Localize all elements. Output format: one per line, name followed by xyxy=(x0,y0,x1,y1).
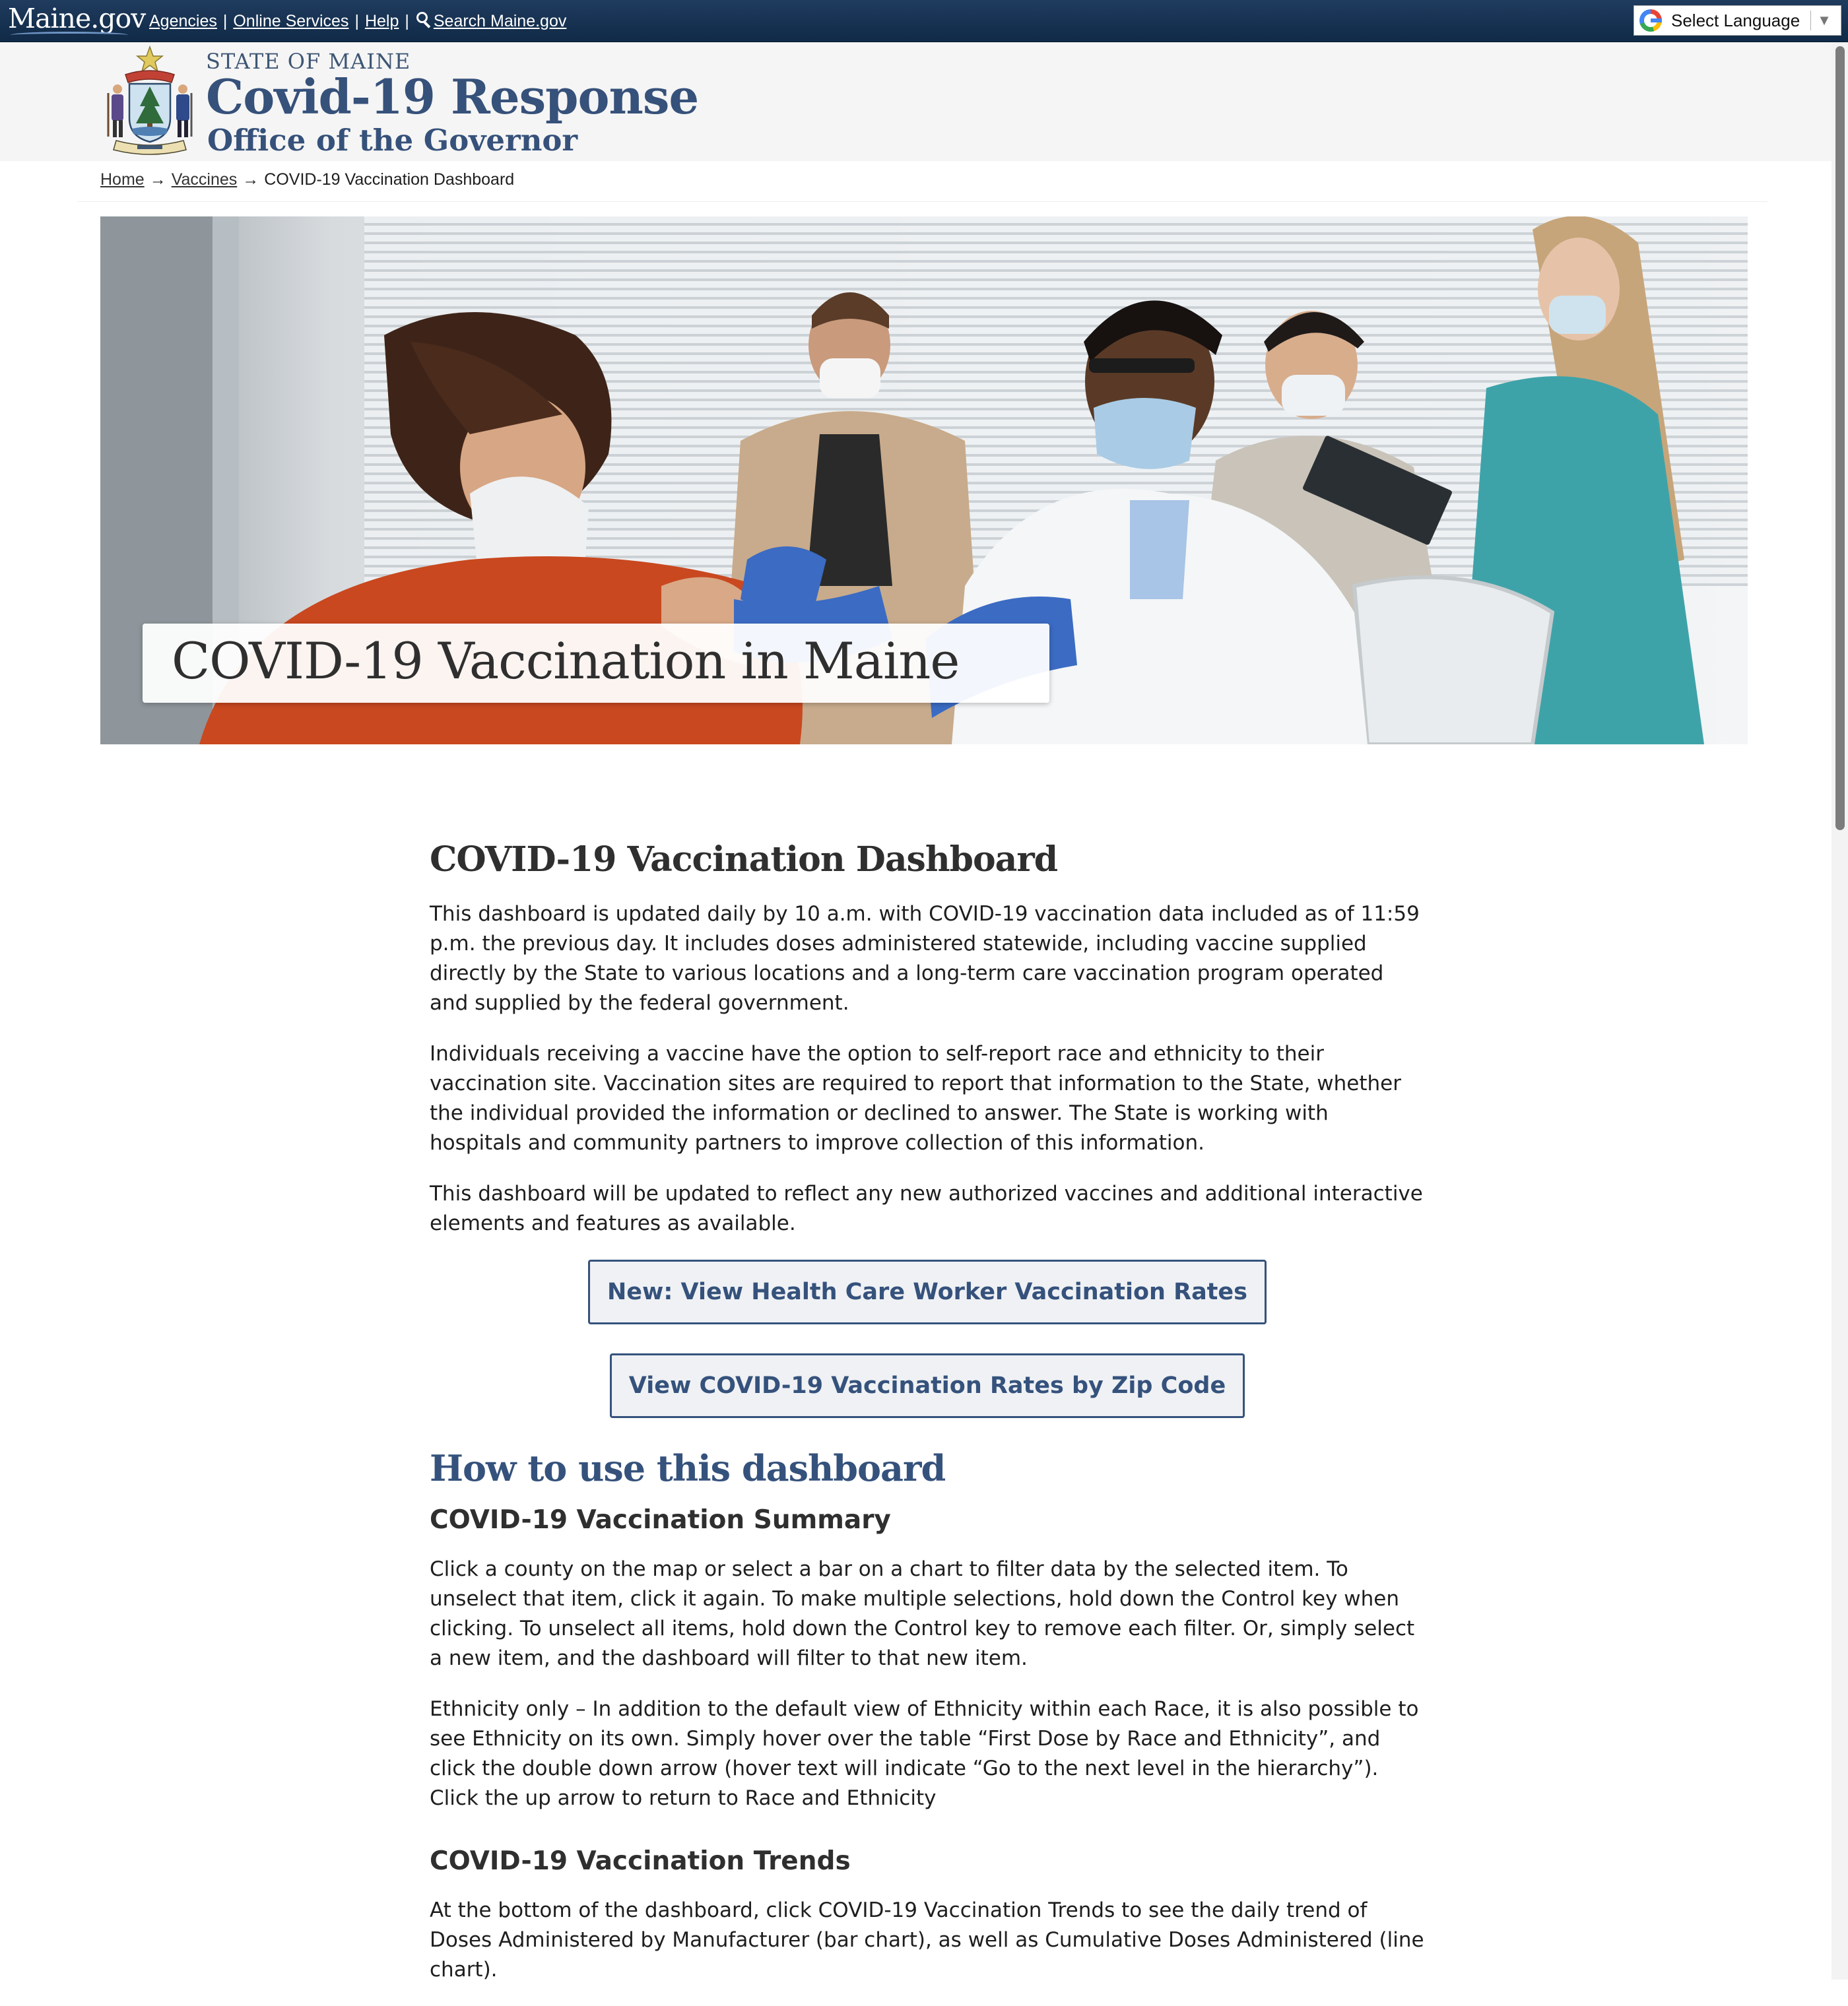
intro-paragraph-2: Individuals receiving a vaccine have the option to self-report race and ethnicity to their vaccination site. Vaccination sites are required to report that information to the State, whether the individual provided the information or declined to answer. The State is working with hospitals and community partners to improve collection of this information. xyxy=(430,1042,1401,1155)
top-links xyxy=(149,12,566,31)
summary-paragraph-2: Ethnicity only – In addition to the default view of Ethnicity within each Race, it is also possible to see Ethnicity on its own. Simply hover over the table “First Dose by Race and Ethnicity”, and click the double down arrow (hover text will indicate “Go to the next level in the hierarchy”). Click the up arrow to return to Race and Ethnicity xyxy=(430,1697,1419,1810)
trends-heading: COVID-19 Vaccination Trends xyxy=(430,1846,851,1876)
dashboard-heading: COVID-19 Vaccination Dashboard xyxy=(430,839,1058,880)
intro-paragraph-1: This dashboard is updated daily by 10 a.m. with COVID-19 vaccination data included as of 11:59 p.m. the previous day. It includes doses administered statewide, including vaccine supplied directly by the State to various locations and a long-term care vaccination program operated and supplied by the federal government. xyxy=(430,902,1420,1015)
zip-code-rates-button[interactable]: View COVID-19 Vaccination Rates by Zip Code xyxy=(610,1353,1245,1418)
search-maine-gov-link[interactable]: Search Maine.gov xyxy=(433,12,567,30)
state-seal-icon[interactable] xyxy=(103,46,197,158)
link-separator: | xyxy=(354,12,359,30)
caret-down-icon: ▼ xyxy=(1817,12,1832,28)
google-translate-icon xyxy=(1639,9,1662,32)
state-of-maine-label: STATE OF MAINE xyxy=(206,49,411,74)
link-separator: | xyxy=(222,12,228,30)
breadcrumb-arrow: → xyxy=(242,170,259,189)
trends-paragraph: At the bottom of the dashboard, click COVID-19 Vaccination Trends to see the daily trend of Doses Administered by Manufacturer (bar chart), as well as Cumulative Doses Administered (line chart). xyxy=(430,1898,1424,1982)
help-link[interactable]: Help xyxy=(364,12,399,30)
logo-swoosh xyxy=(11,32,128,38)
health-care-button-row xyxy=(430,1260,1425,1324)
hero-title: COVID-19 Vaccination in Maine xyxy=(172,631,960,690)
intro-paragraph-3: This dashboard will be updated to reflect any new authorized vaccines and additional interactive elements and features as available. xyxy=(430,1182,1423,1235)
maine-gov-logo-text: Maine.gov xyxy=(8,3,146,34)
hero-banner xyxy=(100,216,1748,744)
site-title[interactable]: Covid-19 Response xyxy=(206,69,699,125)
language-select[interactable] xyxy=(1634,5,1841,36)
breadcrumb-divider xyxy=(78,201,1767,202)
language-select-divider xyxy=(1810,11,1811,30)
breadcrumb xyxy=(100,170,514,189)
how-to-use-heading: How to use this dashboard xyxy=(430,1447,946,1489)
breadcrumb-current-page: COVID-19 Vaccination Dashboard xyxy=(264,170,515,189)
top-utility-bar xyxy=(0,0,1848,42)
agencies-link[interactable]: Agencies xyxy=(149,12,217,30)
online-services-link[interactable]: Online Services xyxy=(233,12,349,30)
maine-gov-logo[interactable] xyxy=(8,3,145,36)
link-separator: | xyxy=(405,12,409,30)
hero-title-box xyxy=(143,624,1049,703)
site-subtitle: Office of the Governor xyxy=(207,123,578,158)
health-care-worker-rates-button[interactable]: New: View Health Care Worker Vaccination Rates xyxy=(588,1260,1267,1324)
summary-paragraph-1: Click a county on the map or select a bar on a chart to filter data by the selected item. To unselect that item, click it again. To make multiple selections, hold down the Control key when clicking. To unselect all items, hold down the Control key to remove each filter. Or, simply select a new item, and the dashboard will filter to that new item. xyxy=(430,1557,1415,1670)
breadcrumb-vaccines-link[interactable]: Vaccines xyxy=(171,170,238,189)
summary-heading: COVID-19 Vaccination Summary xyxy=(430,1505,891,1535)
page-scrollbar-thumb[interactable] xyxy=(1835,46,1845,830)
search-icon[interactable] xyxy=(415,11,432,28)
main-content xyxy=(430,825,1425,2006)
language-select-label: Select Language xyxy=(1671,10,1800,30)
breadcrumb-arrow: → xyxy=(149,170,166,189)
zip-code-button-row xyxy=(430,1353,1425,1418)
breadcrumb-home-link[interactable]: Home xyxy=(100,170,145,189)
